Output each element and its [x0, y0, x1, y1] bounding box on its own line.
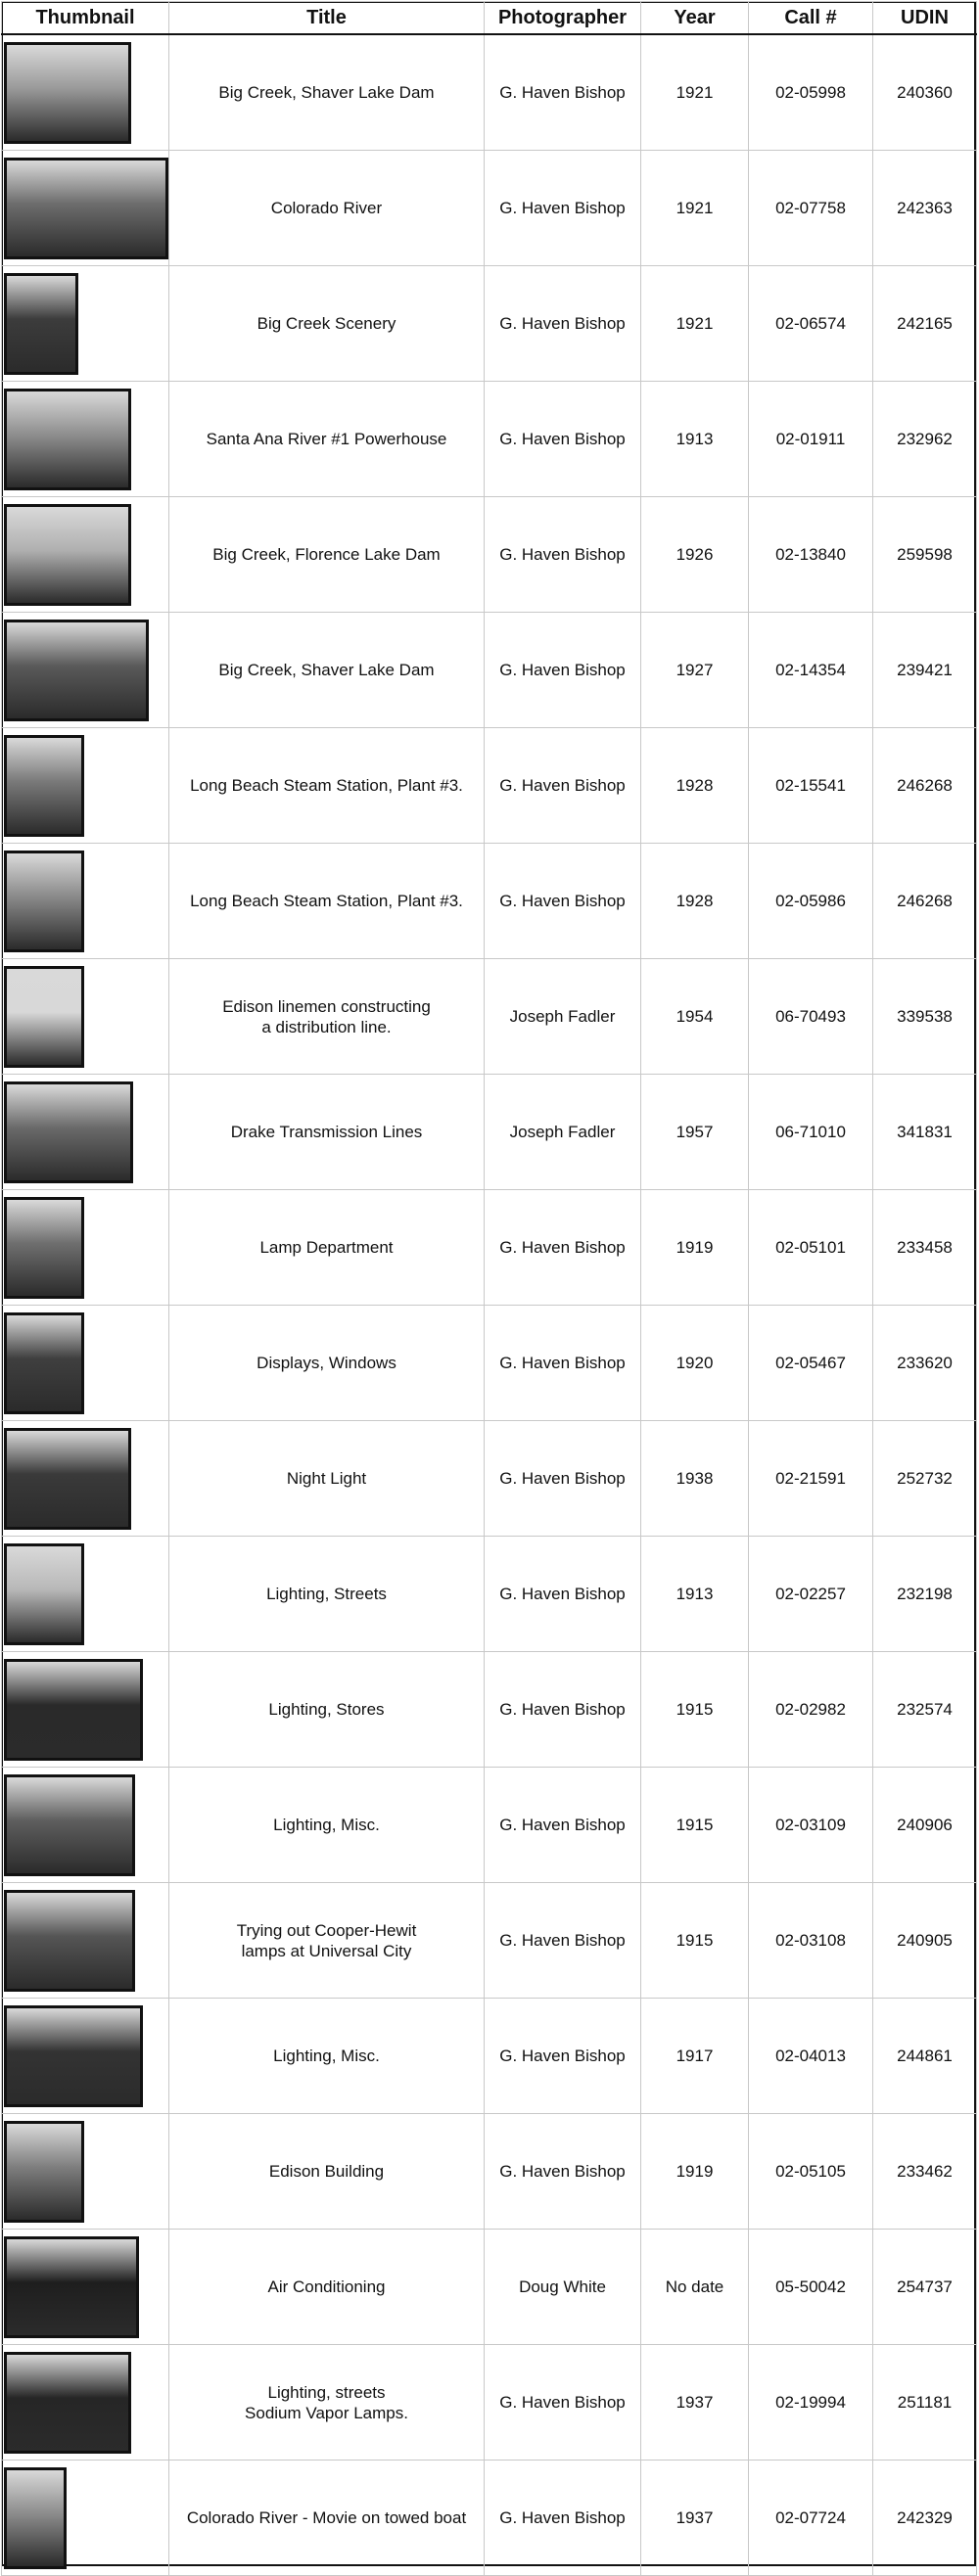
photo-thumbnail-icon[interactable]	[4, 1197, 84, 1299]
photographer-cell: G. Haven Bishop	[485, 34, 641, 151]
thumbnail-cell	[2, 613, 169, 728]
call-number-cell: 02-05998	[749, 34, 873, 151]
table-row	[2, 497, 977, 613]
call-number-cell: 02-13840	[749, 497, 873, 613]
table-row	[2, 728, 977, 844]
udin-cell: 339538	[873, 959, 977, 1075]
call-number-cell: 02-02257	[749, 1537, 873, 1652]
year-cell: 1928	[641, 728, 749, 844]
photographer-cell: G. Haven Bishop	[485, 2345, 641, 2461]
photo-thumbnail-icon[interactable]	[4, 620, 149, 721]
table-row	[2, 1652, 977, 1768]
title-cell: Big Creek, Shaver Lake Dam	[169, 34, 485, 151]
thumbnail-cell	[2, 1999, 169, 2114]
thumbnail-cell	[2, 2230, 169, 2345]
title-cell: Edison Building	[169, 2114, 485, 2230]
thumbnail-cell	[2, 1190, 169, 1306]
title-cell: Big Creek, Shaver Lake Dam	[169, 613, 485, 728]
year-cell: 1913	[641, 382, 749, 497]
year-cell: 1926	[641, 497, 749, 613]
photo-thumbnail-icon[interactable]	[4, 389, 131, 490]
table-row	[2, 959, 977, 1075]
photographer-cell: Doug White	[485, 2230, 641, 2345]
table-row	[2, 2114, 977, 2230]
photographer-cell: G. Haven Bishop	[485, 2114, 641, 2230]
photo-thumbnail-icon[interactable]	[4, 2005, 143, 2107]
photographer-cell: G. Haven Bishop	[485, 1537, 641, 1652]
thumbnail-cell	[2, 1075, 169, 1190]
udin-cell: 233462	[873, 2114, 977, 2230]
table-row	[2, 266, 977, 382]
title-cell: Trying out Cooper-Hewit lamps at Universal City	[169, 1883, 485, 1999]
thumbnail-cell	[2, 2461, 169, 2576]
table-row	[2, 151, 977, 266]
thumbnail-cell	[2, 959, 169, 1075]
udin-cell: 252732	[873, 1421, 977, 1537]
call-number-cell: 02-01911	[749, 382, 873, 497]
table-row	[2, 1190, 977, 1306]
year-cell: 1915	[641, 1652, 749, 1768]
photographer-cell: G. Haven Bishop	[485, 1190, 641, 1306]
call-number-cell: 02-03108	[749, 1883, 873, 1999]
thumbnail-cell	[2, 266, 169, 382]
title-cell: Lighting, Stores	[169, 1652, 485, 1768]
header-call-number: Call #	[749, 2, 873, 35]
call-number-cell: 02-02982	[749, 1652, 873, 1768]
call-number-cell: 02-07758	[749, 151, 873, 266]
udin-cell: 240360	[873, 34, 977, 151]
call-number-cell: 06-70493	[749, 959, 873, 1075]
title-cell: Long Beach Steam Station, Plant #3.	[169, 728, 485, 844]
year-cell: 1921	[641, 34, 749, 151]
year-cell: 1915	[641, 1768, 749, 1883]
udin-cell: 232962	[873, 382, 977, 497]
udin-cell: 240905	[873, 1883, 977, 1999]
udin-cell: 242363	[873, 151, 977, 266]
photo-thumbnail-icon[interactable]	[4, 1659, 143, 1761]
thumbnail-cell	[2, 2345, 169, 2461]
photo-thumbnail-icon[interactable]	[4, 966, 84, 1068]
table-row	[2, 1537, 977, 1652]
photographer-cell: G. Haven Bishop	[485, 728, 641, 844]
year-cell: 1920	[641, 1306, 749, 1421]
photographer-cell: Joseph Fadler	[485, 1075, 641, 1190]
table-row	[2, 1075, 977, 1190]
photo-thumbnail-icon[interactable]	[4, 2121, 84, 2223]
photo-thumbnail-icon[interactable]	[4, 504, 131, 606]
call-number-cell: 02-06574	[749, 266, 873, 382]
photo-thumbnail-icon[interactable]	[4, 2236, 139, 2338]
title-cell: Colorado River - Movie on towed boat	[169, 2461, 485, 2576]
udin-cell: 244861	[873, 1999, 977, 2114]
photographer-cell: G. Haven Bishop	[485, 266, 641, 382]
udin-cell: 240906	[873, 1768, 977, 1883]
year-cell: 1919	[641, 2114, 749, 2230]
photographer-cell: G. Haven Bishop	[485, 151, 641, 266]
table-row	[2, 1421, 977, 1537]
year-cell: 1927	[641, 613, 749, 728]
title-cell: Big Creek, Florence Lake Dam	[169, 497, 485, 613]
thumbnail-cell	[2, 728, 169, 844]
udin-cell: 233458	[873, 1190, 977, 1306]
title-cell: Santa Ana River #1 Powerhouse	[169, 382, 485, 497]
title-cell: Night Light	[169, 1421, 485, 1537]
call-number-cell: 05-50042	[749, 2230, 873, 2345]
title-cell: Lamp Department	[169, 1190, 485, 1306]
table-row	[2, 2345, 977, 2461]
year-cell: 1915	[641, 1883, 749, 1999]
table-row	[2, 844, 977, 959]
table-row	[2, 1306, 977, 1421]
table-row	[2, 613, 977, 728]
title-cell: Colorado River	[169, 151, 485, 266]
call-number-cell: 02-14354	[749, 613, 873, 728]
title-cell: Lighting, Streets	[169, 1537, 485, 1652]
photo-thumbnail-icon[interactable]	[4, 158, 168, 259]
call-number-cell: 02-19994	[749, 2345, 873, 2461]
photo-thumbnail-icon[interactable]	[4, 1543, 84, 1645]
thumbnail-cell	[2, 497, 169, 613]
call-number-cell: 02-03109	[749, 1768, 873, 1883]
call-number-cell: 02-05101	[749, 1190, 873, 1306]
year-cell: 1938	[641, 1421, 749, 1537]
udin-cell: 242329	[873, 2461, 977, 2576]
year-cell: 1921	[641, 266, 749, 382]
photo-thumbnail-icon[interactable]	[4, 2467, 67, 2569]
year-cell: 1957	[641, 1075, 749, 1190]
table-row	[2, 1999, 977, 2114]
photo-thumbnail-icon[interactable]	[4, 851, 84, 952]
year-cell: No date	[641, 2230, 749, 2345]
title-cell: Lighting, Misc.	[169, 1999, 485, 2114]
photo-thumbnail-icon[interactable]	[4, 1774, 135, 1876]
call-number-cell: 02-07724	[749, 2461, 873, 2576]
photographer-cell: G. Haven Bishop	[485, 1306, 641, 1421]
photographer-cell: G. Haven Bishop	[485, 1883, 641, 1999]
thumbnail-cell	[2, 151, 169, 266]
thumbnail-cell	[2, 34, 169, 151]
udin-cell: 259598	[873, 497, 977, 613]
photo-thumbnail-icon[interactable]	[4, 42, 131, 144]
photographer-cell: G. Haven Bishop	[485, 1768, 641, 1883]
year-cell: 1913	[641, 1537, 749, 1652]
udin-cell: 246268	[873, 728, 977, 844]
title-cell: Lighting, Misc.	[169, 1768, 485, 1883]
table-row	[2, 34, 977, 151]
udin-cell: 233620	[873, 1306, 977, 1421]
call-number-cell: 02-04013	[749, 1999, 873, 2114]
title-cell: Drake Transmission Lines	[169, 1075, 485, 1190]
photographer-cell: G. Haven Bishop	[485, 2461, 641, 2576]
udin-cell: 232574	[873, 1652, 977, 1768]
header-photographer: Photographer	[485, 2, 641, 35]
header-year: Year	[641, 2, 749, 35]
thumbnail-cell	[2, 1537, 169, 1652]
header-thumbnail: Thumbnail	[2, 2, 169, 35]
thumbnail-cell	[2, 1306, 169, 1421]
udin-cell: 246268	[873, 844, 977, 959]
table-row	[2, 382, 977, 497]
udin-cell: 341831	[873, 1075, 977, 1190]
photographer-cell: G. Haven Bishop	[485, 497, 641, 613]
udin-cell: 251181	[873, 2345, 977, 2461]
udin-cell: 239421	[873, 613, 977, 728]
title-cell: Big Creek Scenery	[169, 266, 485, 382]
title-cell: Lighting, streets Sodium Vapor Lamps.	[169, 2345, 485, 2461]
table-row	[2, 1883, 977, 1999]
table-row	[2, 2461, 977, 2576]
header-udin: UDIN	[873, 2, 977, 35]
thumbnail-cell	[2, 1883, 169, 1999]
year-cell: 1928	[641, 844, 749, 959]
year-cell: 1917	[641, 1999, 749, 2114]
photographer-cell: G. Haven Bishop	[485, 1421, 641, 1537]
table-row	[2, 2230, 977, 2345]
photo-thumbnail-icon[interactable]	[4, 273, 78, 375]
title-cell: Air Conditioning	[169, 2230, 485, 2345]
thumbnail-cell	[2, 1652, 169, 1768]
year-cell: 1919	[641, 1190, 749, 1306]
thumbnail-cell	[2, 1768, 169, 1883]
photographer-cell: G. Haven Bishop	[485, 1652, 641, 1768]
photographer-cell: G. Haven Bishop	[485, 613, 641, 728]
photo-thumbnail-icon[interactable]	[4, 1428, 131, 1530]
photo-thumbnail-icon[interactable]	[4, 1312, 84, 1414]
thumbnail-cell	[2, 1421, 169, 1537]
title-cell: Long Beach Steam Station, Plant #3.	[169, 844, 485, 959]
thumbnail-cell	[2, 382, 169, 497]
call-number-cell: 06-71010	[749, 1075, 873, 1190]
thumbnail-cell	[2, 844, 169, 959]
photographer-cell: G. Haven Bishop	[485, 382, 641, 497]
call-number-cell: 02-05467	[749, 1306, 873, 1421]
photo-thumbnail-icon[interactable]	[4, 1890, 135, 1992]
title-cell: Displays, Windows	[169, 1306, 485, 1421]
year-cell: 1954	[641, 959, 749, 1075]
header-row	[2, 2, 977, 35]
photo-catalog-table	[1, 1, 977, 2576]
call-number-cell: 02-05986	[749, 844, 873, 959]
photographer-cell: G. Haven Bishop	[485, 1999, 641, 2114]
call-number-cell: 02-21591	[749, 1421, 873, 1537]
call-number-cell: 02-05105	[749, 2114, 873, 2230]
header-title: Title	[169, 2, 485, 35]
udin-cell: 232198	[873, 1537, 977, 1652]
table-row	[2, 1768, 977, 1883]
year-cell: 1937	[641, 2345, 749, 2461]
photo-thumbnail-icon[interactable]	[4, 2352, 131, 2454]
thumbnail-cell	[2, 2114, 169, 2230]
year-cell: 1937	[641, 2461, 749, 2576]
photographer-cell: Joseph Fadler	[485, 959, 641, 1075]
photo-thumbnail-icon[interactable]	[4, 735, 84, 837]
year-cell: 1921	[641, 151, 749, 266]
call-number-cell: 02-15541	[749, 728, 873, 844]
udin-cell: 242165	[873, 266, 977, 382]
photo-thumbnail-icon[interactable]	[4, 1081, 133, 1183]
udin-cell: 254737	[873, 2230, 977, 2345]
photographer-cell: G. Haven Bishop	[485, 844, 641, 959]
title-cell: Edison linemen constructing a distribution line.	[169, 959, 485, 1075]
